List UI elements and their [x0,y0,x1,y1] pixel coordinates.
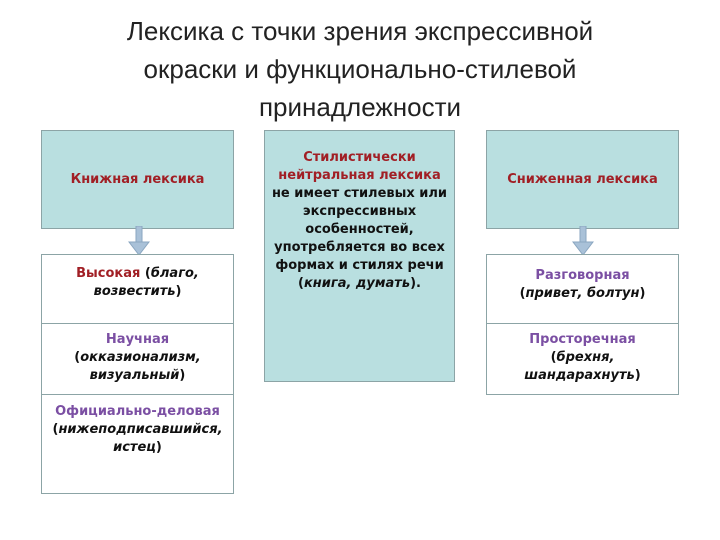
high-vocabulary-examples: благо, возвестить [93,266,199,299]
scientific-vocabulary-examples: окказионализм, визуальный [80,350,201,383]
title-line-1: Лексика с точки зрения экспрессивной [126,16,594,46]
reduced-vocabulary-label: Сниженная лексика [507,171,658,187]
bookish-vocabulary-label: Книжная лексика [70,171,205,187]
official-vocabulary-term: Официально-деловая [55,404,220,419]
official-vocabulary-examples: нижеподписавшийся, истец [58,422,223,455]
high-vocabulary-box: Высокая (благо, возвестить) [41,254,234,324]
scientific-vocabulary-term: Научная [105,332,170,347]
arrow-down-icon [572,226,594,256]
title-line-3: принадлежности [258,92,462,122]
neutral-vocabulary-examples: книга, думать [303,276,411,291]
page-title [0,12,720,126]
colloquial-vocabulary-examples: привет, болтун [525,286,640,301]
vernacular-vocabulary-term: Просторечная [529,332,636,347]
arrow-down-icon [128,226,150,256]
bookish-vocabulary-box [41,130,234,229]
colloquial-vocabulary-box: Разговорная (привет, болтун) [486,254,679,324]
neutral-vocabulary-term: Стилистически нейтральная лексика [278,150,441,183]
title-line-2: окраски и функционально-стилевой [143,54,577,84]
colloquial-vocabulary-term: Разговорная [535,268,630,283]
vernacular-vocabulary-examples: брехня, шандарахнуть [524,350,635,383]
neutral-vocabulary-box: Стилистически нейтральная лексика не имеет стилевых или экспрессивных особенностей, употребляется во всех формах и стилях речи (книга, думать). [264,130,455,382]
official-vocabulary-box: Официально-деловая (нижеподписавшийся, истец) [41,394,234,494]
reduced-vocabulary-box [486,130,679,229]
high-vocabulary-term: Высокая [76,266,141,281]
scientific-vocabulary-box: Научная (окказионализм, визуальный) [41,323,234,395]
vernacular-vocabulary-box: Просторечная (брехня, шандарахнуть) [486,323,679,395]
neutral-vocabulary-description: не имеет стилевых или экспрессивных особенностей, употребляется во всех формах и стилях речи ( [271,186,448,291]
